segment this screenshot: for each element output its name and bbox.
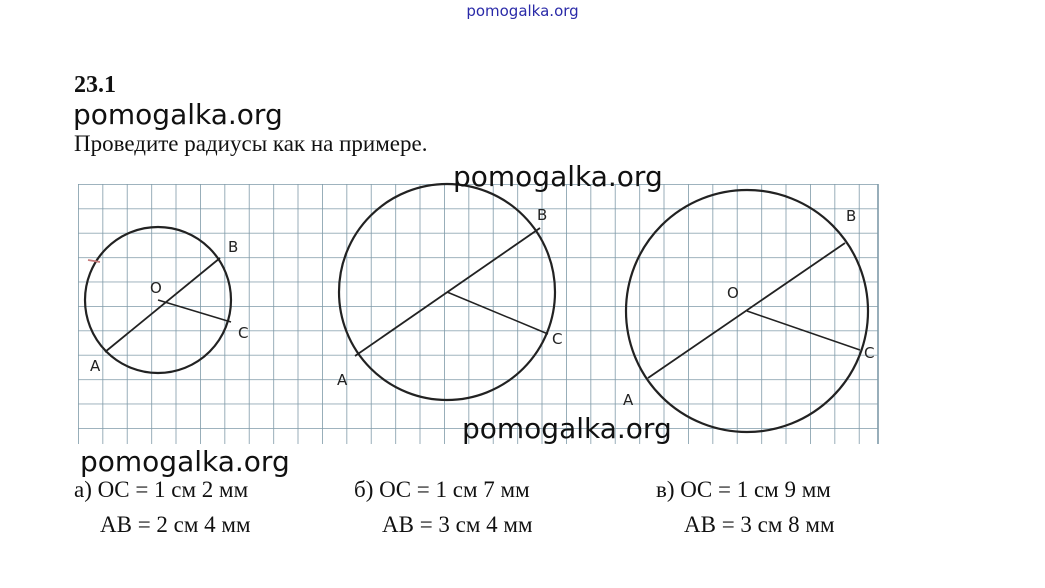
label-b-c: B — [846, 207, 857, 225]
label-c-a: C — [238, 324, 249, 342]
site-watermark: pomogalka.org — [73, 98, 283, 131]
answer-c-oc: в) OC = 1 см 9 мм — [656, 477, 831, 502]
label-c-c: C — [864, 344, 875, 362]
label-a-a: A — [90, 357, 101, 375]
site-watermark: pomogalka.org — [80, 445, 290, 478]
answer-b-ab: AB = 3 см 4 мм — [382, 512, 533, 537]
label-b-b: B — [537, 206, 548, 224]
answer-c-ab: AB = 3 см 8 мм — [684, 512, 835, 537]
site-watermark: pomogalka.org — [453, 160, 663, 193]
site-watermark: pomogalka.org — [462, 412, 672, 445]
grid-paper — [78, 184, 878, 444]
label-a-c: A — [623, 391, 634, 409]
answer-a-ab: AB = 2 см 4 мм — [100, 512, 251, 537]
label-a-b: A — [337, 371, 348, 389]
answer-b-oc: б) OC = 1 см 7 мм — [354, 477, 530, 502]
label-o-c: O — [727, 284, 739, 302]
site-watermark-top: pomogalka.org — [466, 2, 579, 20]
label-c-b: C — [552, 330, 563, 348]
label-b-a: B — [228, 238, 239, 256]
task-number: 23.1 — [74, 72, 116, 98]
answer-a-oc: а) OC = 1 см 2 мм — [74, 477, 249, 502]
label-o-a: O — [150, 279, 162, 297]
task-instruction: Проведите радиусы как на примере. — [74, 131, 428, 156]
